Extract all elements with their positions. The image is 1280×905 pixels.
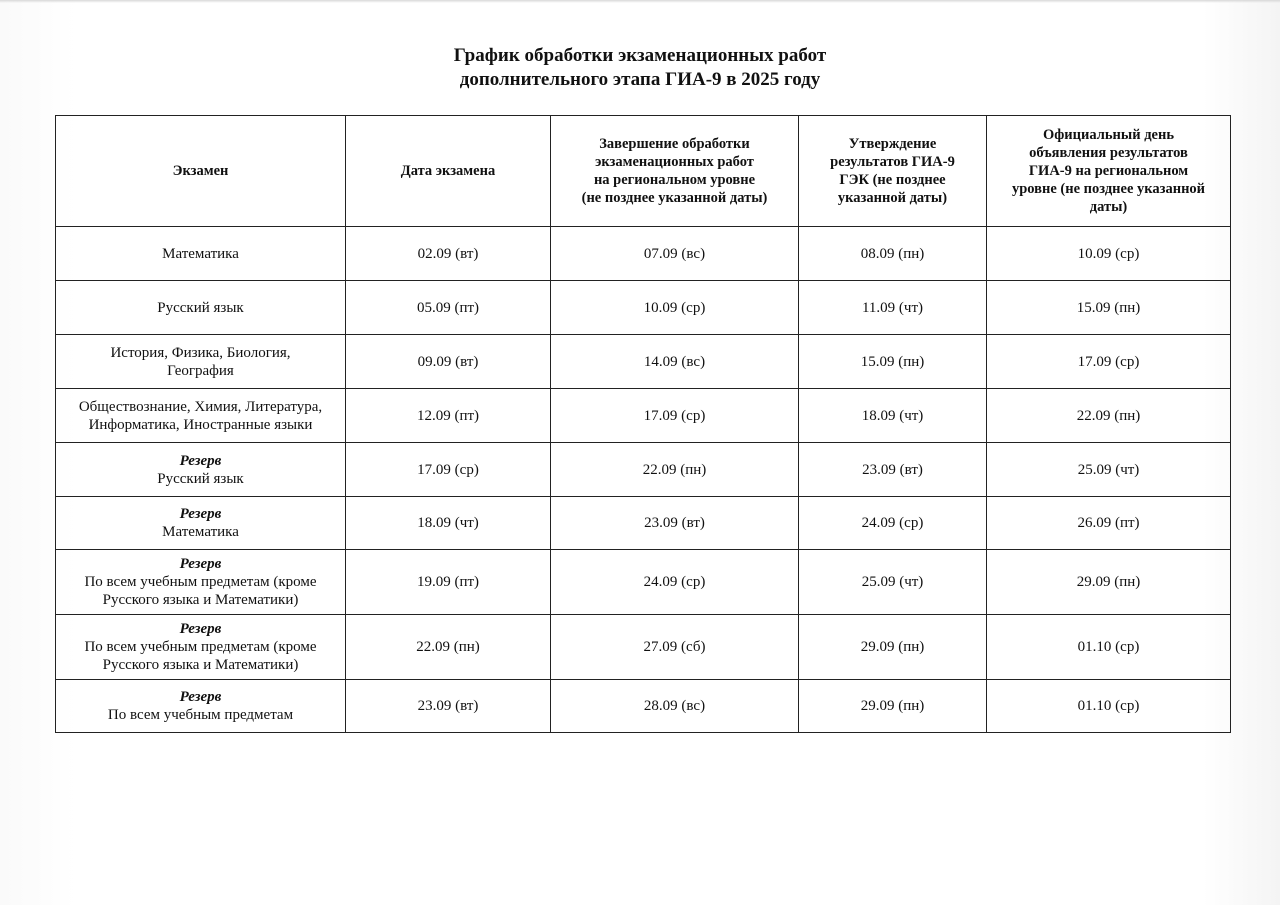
header-line: указанной даты) xyxy=(837,190,948,206)
header-line: Дата экзамена xyxy=(400,163,496,179)
cell-processing-end: 28.09 (вс) xyxy=(551,680,799,733)
cell-exam xyxy=(56,497,346,550)
cell-exam-date: 05.09 (пт) xyxy=(346,281,551,335)
cell-approval: 24.09 (ср) xyxy=(799,497,987,550)
cell-processing-end: 10.09 (ср) xyxy=(551,281,799,335)
exam-schedule-table xyxy=(55,115,1231,733)
cell-announcement: 01.10 (ср) xyxy=(987,680,1231,733)
table-row xyxy=(56,497,1231,550)
reserve-label: Резерв xyxy=(179,452,222,469)
cell-approval: 11.09 (чт) xyxy=(799,281,987,335)
cell-announcement: 25.09 (чт) xyxy=(987,443,1231,497)
cell-announcement: 10.09 (ср) xyxy=(987,227,1231,281)
exam-name: Русский язык xyxy=(157,470,244,487)
table-row xyxy=(56,550,1231,615)
header-exam-date xyxy=(346,116,551,227)
cell-exam-date: 18.09 (чт) xyxy=(346,497,551,550)
exam-name: Русского языка и Математики) xyxy=(102,657,299,673)
table-body xyxy=(56,227,1231,733)
header-approval xyxy=(799,116,987,227)
exam-name: История, Физика, Биология, xyxy=(110,344,291,361)
cell-processing-end: 14.09 (вс) xyxy=(551,335,799,389)
exam-name: Информатика, Иностранные языки xyxy=(88,416,313,433)
exam-name: Математика xyxy=(162,245,239,262)
document-title xyxy=(0,44,1280,92)
reserve-label: Резерв xyxy=(179,621,222,637)
cell-exam xyxy=(56,281,346,335)
cell-announcement: 01.10 (ср) xyxy=(987,615,1231,680)
cell-approval: 15.09 (пн) xyxy=(799,335,987,389)
cell-approval: 25.09 (чт) xyxy=(799,550,987,615)
header-line: результатов ГИА-9 xyxy=(830,154,955,170)
cell-processing-end: 17.09 (ср) xyxy=(551,389,799,443)
reserve-label: Резерв xyxy=(179,506,222,522)
header-line: даты) xyxy=(1089,199,1128,215)
header-line: Экзамен xyxy=(172,163,229,179)
cell-exam xyxy=(56,227,346,281)
header-announcement xyxy=(987,116,1231,227)
exam-name: Математика xyxy=(162,524,239,540)
cell-exam xyxy=(56,550,346,615)
table-row xyxy=(56,281,1231,335)
header-line: Официальный день xyxy=(1042,127,1174,143)
cell-approval: 08.09 (пн) xyxy=(799,227,987,281)
header-line: ГЭК (не позднее xyxy=(839,172,946,188)
title-line-2: дополнительного этапа ГИА-9 в 2025 году xyxy=(459,69,821,90)
header-line: уровне (не позднее указанной xyxy=(1011,181,1206,197)
table-row xyxy=(56,227,1231,281)
exam-name: По всем учебным предметам (кроме xyxy=(84,639,317,655)
cell-processing-end: 22.09 (пн) xyxy=(551,443,799,497)
exam-name: Обществознание, Химия, Литература, xyxy=(78,398,323,415)
cell-exam xyxy=(56,680,346,733)
table-row xyxy=(56,335,1231,389)
exam-name: По всем учебным предметам (кроме xyxy=(84,574,317,590)
cell-exam-date: 17.09 (ср) xyxy=(346,443,551,497)
cell-approval: 29.09 (пн) xyxy=(799,680,987,733)
cell-exam-date: 12.09 (пт) xyxy=(346,389,551,443)
cell-exam-date: 22.09 (пн) xyxy=(346,615,551,680)
scan-edge-shadow xyxy=(0,0,1280,3)
header-line: на региональном уровне xyxy=(593,172,756,188)
cell-exam xyxy=(56,335,346,389)
exam-name: Русский язык xyxy=(157,299,244,316)
cell-approval: 18.09 (чт) xyxy=(799,389,987,443)
cell-exam-date: 09.09 (вт) xyxy=(346,335,551,389)
cell-exam xyxy=(56,443,346,497)
cell-exam xyxy=(56,389,346,443)
exam-name: География xyxy=(167,362,234,379)
exam-name: По всем учебным предметам xyxy=(107,707,294,723)
header-line: Завершение обработки xyxy=(599,136,750,152)
table-row xyxy=(56,680,1231,733)
header-processing-end xyxy=(551,116,799,227)
header-line: ГИА-9 на региональном xyxy=(1028,163,1189,179)
table-row xyxy=(56,389,1231,443)
exam-name: Русского языка и Математики) xyxy=(102,592,299,608)
cell-processing-end: 23.09 (вт) xyxy=(551,497,799,550)
table-header-row xyxy=(56,116,1231,227)
cell-approval: 29.09 (пн) xyxy=(799,615,987,680)
reserve-label: Резерв xyxy=(179,556,222,572)
cell-announcement: 29.09 (пн) xyxy=(987,550,1231,615)
cell-announcement: 26.09 (пт) xyxy=(987,497,1231,550)
cell-processing-end: 27.09 (сб) xyxy=(551,615,799,680)
header-exam xyxy=(56,116,346,227)
cell-announcement: 17.09 (ср) xyxy=(987,335,1231,389)
cell-announcement: 22.09 (пн) xyxy=(987,389,1231,443)
cell-exam xyxy=(56,615,346,680)
title-line-1: График обработки экзаменационных работ xyxy=(453,45,827,66)
cell-approval: 23.09 (вт) xyxy=(799,443,987,497)
reserve-label: Резерв xyxy=(179,689,222,705)
table-row xyxy=(56,443,1231,497)
cell-exam-date: 19.09 (пт) xyxy=(346,550,551,615)
cell-processing-end: 24.09 (ср) xyxy=(551,550,799,615)
header-line: экзаменационных работ xyxy=(595,154,754,170)
cell-exam-date: 23.09 (вт) xyxy=(346,680,551,733)
header-line: объявления результатов xyxy=(1029,145,1188,161)
cell-exam-date: 02.09 (вт) xyxy=(346,227,551,281)
header-line: (не позднее указанной даты) xyxy=(581,190,768,206)
header-line: Утверждение xyxy=(848,136,937,152)
cell-processing-end: 07.09 (вс) xyxy=(551,227,799,281)
table-row xyxy=(56,615,1231,680)
cell-announcement: 15.09 (пн) xyxy=(987,281,1231,335)
